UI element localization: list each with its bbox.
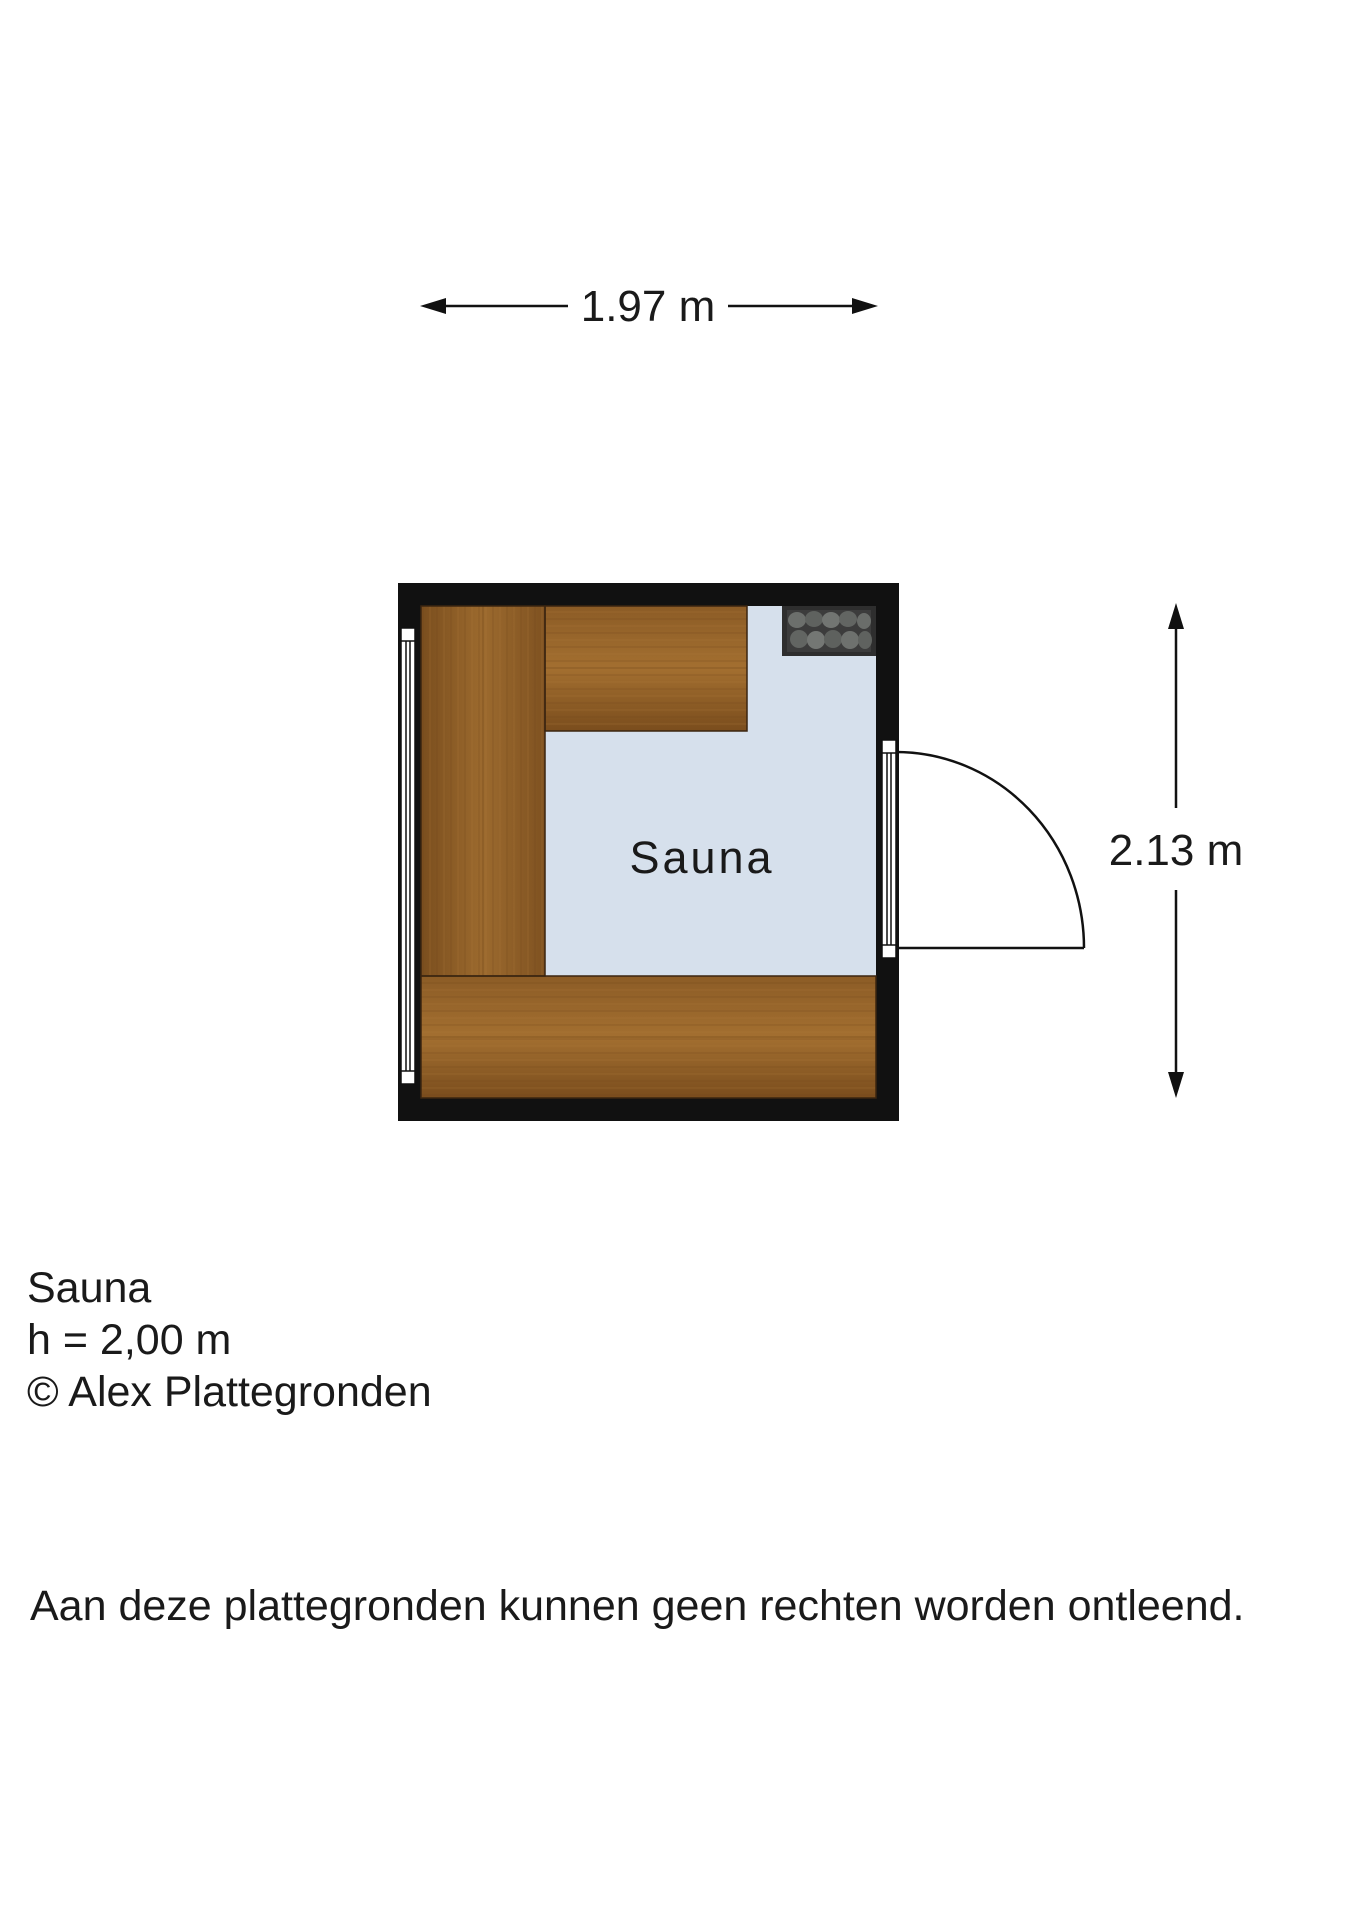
door-swing-arc <box>896 752 1084 948</box>
room-height: h = 2,00 m <box>27 1316 232 1364</box>
bottom-bench <box>421 976 876 1098</box>
disclaimer-text: Aan deze plattegronden kunnen geen rechten worden ontleend. <box>30 1582 1245 1630</box>
width-label: 1.97 m <box>580 282 716 331</box>
arrow-right-icon <box>852 298 878 314</box>
arrow-left-icon <box>420 298 446 314</box>
height-label: 2.13 m <box>1108 826 1244 875</box>
arrow-down-icon <box>1168 1072 1184 1098</box>
room-label: Sauna <box>629 832 775 883</box>
room-info <box>27 1262 432 1418</box>
sauna-door <box>882 740 1084 958</box>
copyright-notice: © Alex Plattegronden <box>27 1368 432 1416</box>
left-bench <box>421 606 545 976</box>
width-dimension <box>420 282 878 331</box>
room-name: Sauna <box>27 1264 152 1312</box>
arrow-up-icon <box>1168 603 1184 629</box>
height-dimension <box>1109 603 1244 1098</box>
top-bench <box>545 606 747 731</box>
sauna-stove-icon <box>782 606 876 656</box>
left-window <box>401 628 415 1084</box>
